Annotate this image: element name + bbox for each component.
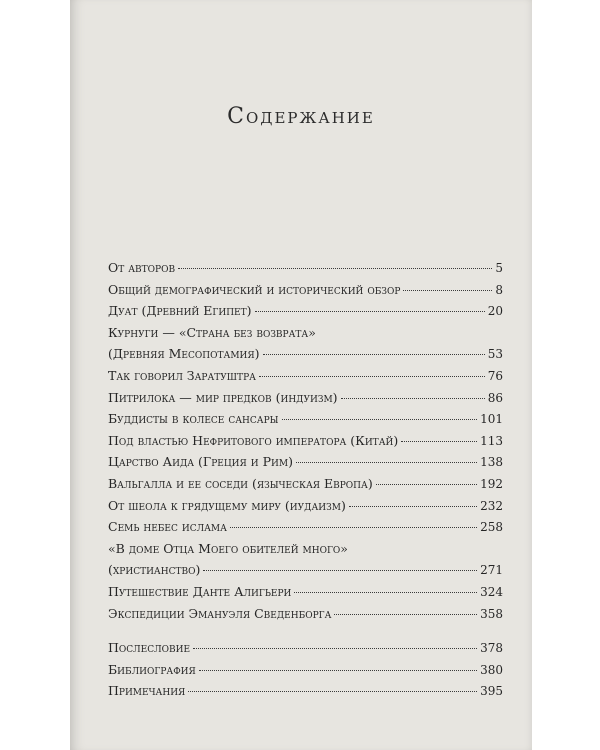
toc-entry: [108, 300, 503, 322]
toc-entry: [108, 495, 503, 517]
toc-page-number: 324: [480, 584, 503, 599]
dot-leader: [294, 592, 477, 593]
toc-entry: [108, 343, 503, 365]
toc-entry-title: Послесловие: [108, 640, 191, 656]
dot-leader: [199, 670, 477, 671]
dot-leader: [203, 570, 477, 571]
toc-entry: [108, 387, 503, 409]
dot-leader: [193, 648, 477, 649]
dot-leader: [255, 311, 485, 312]
toc-entry-title: Путешествие Данте Алигьери: [108, 583, 292, 599]
dot-leader: [263, 354, 485, 355]
table-of-contents: [108, 257, 503, 702]
toc-entry-title: Общий демографический и исторический обзор: [108, 281, 401, 297]
book-page: [70, 0, 532, 750]
page-title: Содержание: [227, 104, 375, 129]
toc-page-number: 192: [480, 476, 503, 491]
dot-leader: [403, 290, 492, 291]
toc-page-number: 8: [495, 282, 503, 297]
dot-leader: [259, 376, 485, 377]
dot-leader: [401, 441, 477, 442]
toc-entry-title: «В доме Отца Моего обителей много»: [108, 540, 348, 556]
toc-entry: [108, 473, 503, 495]
toc-entry-title: Под властью Нефритового императора (Китай): [108, 432, 399, 448]
toc-entry-title: Семь небес ислама: [108, 519, 227, 535]
toc-entry: [108, 659, 503, 681]
toc-entry-title: Царство Аида (Греция и Рим): [108, 454, 293, 470]
toc-page-number: 76: [487, 368, 503, 383]
toc-entry-title: (Древняя Месопотамия): [108, 346, 260, 362]
dot-leader: [296, 462, 477, 463]
toc-page-number: 258: [480, 520, 503, 535]
toc-entry: [108, 430, 503, 452]
dot-leader: [341, 398, 485, 399]
toc-page-number: 138: [480, 455, 503, 470]
toc-entry: [108, 637, 503, 659]
toc-entry-title: Дуат (Древний Египет): [108, 303, 252, 319]
toc-entry: [108, 538, 503, 560]
toc-entry-title: От шеола к грядущему миру (иудаизм): [108, 497, 346, 513]
toc-page-number: 53: [487, 347, 503, 362]
toc-entry-title: Буддисты в колесе сансары: [108, 411, 279, 427]
dot-leader: [188, 691, 477, 692]
dot-leader: [376, 484, 477, 485]
toc-page-number: 232: [480, 498, 503, 513]
toc-entry: [108, 603, 503, 625]
toc-page-number: 378: [480, 641, 503, 656]
toc-entry: [108, 559, 503, 581]
toc-entry-title: Примечания: [108, 683, 186, 699]
toc-entry-title: Курнуги — «Страна без возврата»: [108, 324, 316, 340]
toc-entry: [108, 408, 503, 430]
toc-entry: [108, 581, 503, 603]
toc-page-number: 86: [487, 390, 503, 405]
toc-entry-title: (христианство): [108, 562, 201, 578]
toc-entry-title: Экспедиции Эмануэля Сведенборга: [108, 605, 332, 621]
toc-entry: [108, 322, 503, 344]
toc-entry: [108, 680, 503, 702]
dot-leader: [178, 268, 492, 269]
toc-page-number: 101: [480, 412, 503, 427]
dot-leader: [230, 527, 477, 528]
toc-entry: [108, 257, 503, 279]
toc-page-number: 271: [480, 563, 503, 578]
toc-entry: [108, 451, 503, 473]
toc-page-number: 5: [495, 261, 503, 275]
toc-entry-title: От авторов: [108, 260, 176, 275]
dot-leader: [349, 506, 477, 507]
toc-page-number: 113: [480, 433, 503, 448]
toc-entry: [108, 279, 503, 301]
toc-page-number: 358: [480, 606, 503, 621]
toc-entry: [108, 516, 503, 538]
dot-leader: [334, 614, 477, 615]
toc-entry-title: Питрилока — мир предков (индуизм): [108, 389, 338, 405]
toc-entry-title: Библиография: [108, 661, 196, 677]
toc-entry-title: Вальгалла и ее соседи (языческая Европа): [108, 475, 373, 491]
dot-leader: [282, 419, 478, 420]
toc-entry-title: Так говорил Заратуштра: [108, 367, 256, 383]
toc-page-number: 20: [487, 304, 503, 319]
toc-page-number: 380: [480, 662, 503, 677]
toc-entry: [108, 365, 503, 387]
toc-page-number: 395: [480, 684, 503, 699]
